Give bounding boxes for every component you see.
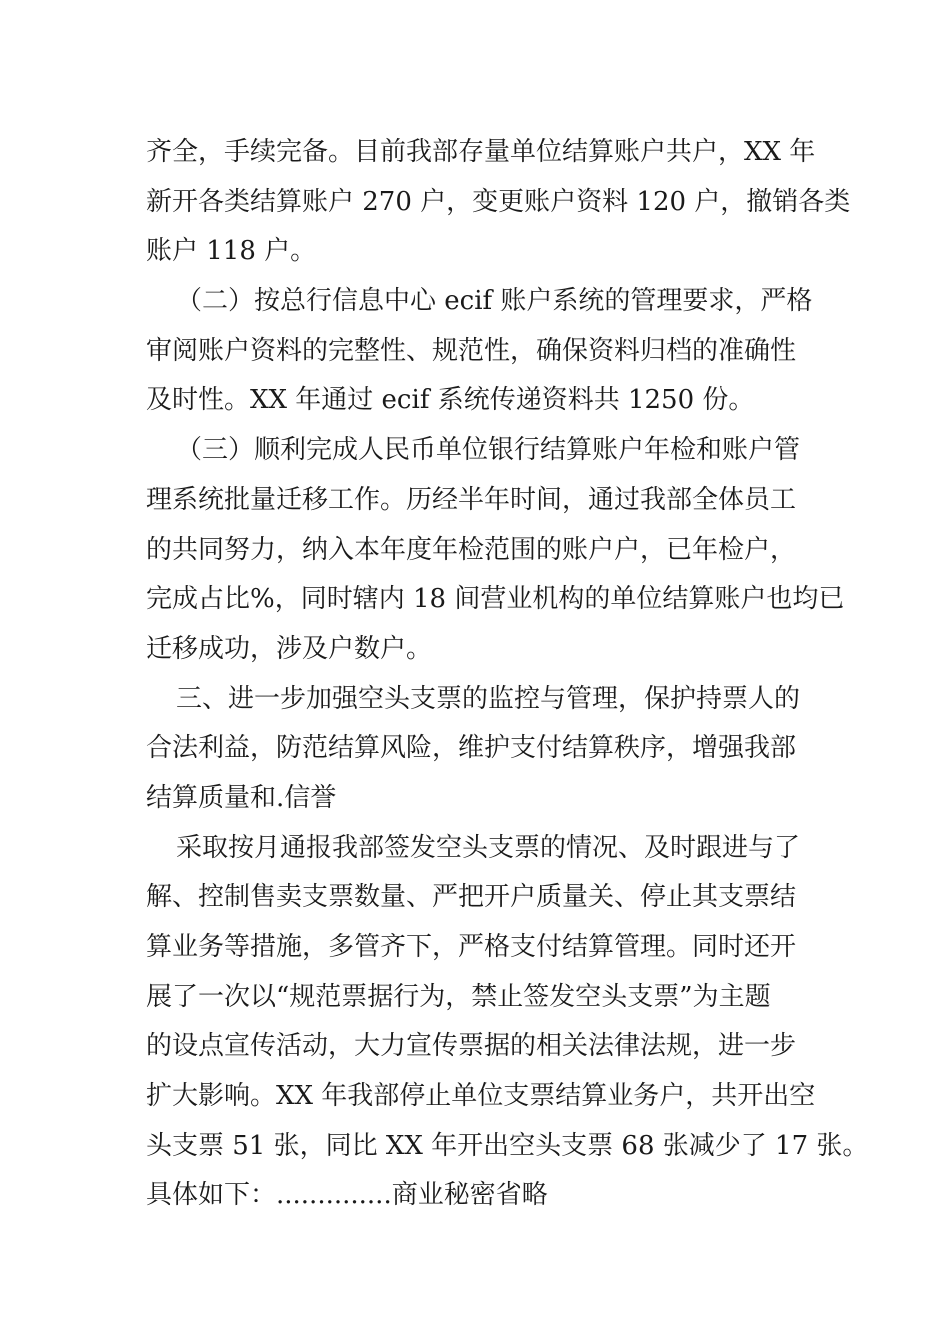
text-line-21: 头支票 51 张，同比 XX 年开出空头支票 68 张减少了 17 张。 <box>146 1130 869 1161</box>
text-line-20: 扩大影响。XX 年我部停止单位支票结算业务户，共开出空 <box>146 1081 816 1112</box>
text-line-16: 解、控制售卖支票数量、严把开户质量关、停止其支票结 <box>146 882 797 913</box>
text-line-9: 的共同努力，纳入本年度年检范围的账户户，已年检户， <box>146 534 797 565</box>
text-line-13: 合法利益，防范结算风险，维护支付结算秩序，增强我部 <box>146 733 797 764</box>
text-line-15: 采取按月通报我部签发空头支票的情况、及时跟进与了 <box>176 832 801 863</box>
text-line-18: 展了一次以“规范票据行为，禁止签发空头支票”为主题 <box>146 981 771 1012</box>
document-body <box>146 128 869 1221</box>
text-line-8: 理系统批量迁移工作。历经半年时间，通过我部全体员工 <box>146 484 797 515</box>
text-line-17: 算业务等措施，多管齐下，严格支付结算管理。同时还开 <box>146 932 797 962</box>
text-line-3: 账户 118 户。 <box>146 236 317 267</box>
text-line-10: 完成占比%，同时辖内 18 间营业机构的单位结算账户也均已 <box>146 584 845 615</box>
text-line-12: 三、进一步加强空头支票的监控与管理，保护持票人的 <box>176 683 801 714</box>
text-line-7: （三）顺利完成人民币单位银行结算账户年检和账户管 <box>176 435 801 466</box>
text-line-2: 新开各类结算账户 270 户，变更账户资料 120 户，撤销各类 <box>146 186 851 217</box>
text-line-5: 审阅账户资料的完整性、规范性，确保资料归档的准确性 <box>146 335 797 366</box>
text-line-11: 迁移成功，涉及户数户。 <box>146 633 433 664</box>
text-line-19: 的设点宣传活动，大力宣传票据的相关法律法规，进一步 <box>146 1031 797 1062</box>
text-line-1: 齐全，手续完备。目前我部存量单位结算账户共户，XX 年 <box>146 137 816 167</box>
text-line-4: （二）按总行信息中心 ecif 账户系统的管理要求，严格 <box>176 286 813 317</box>
text-line-14: 结算质量和.信誉 <box>146 782 337 813</box>
text-line-22: 具体如下：..............商业秘密省略 <box>146 1180 548 1211</box>
text-line-6: 及时性。XX 年通过 ecif 系统传递资料共 1250 份。 <box>146 385 755 416</box>
